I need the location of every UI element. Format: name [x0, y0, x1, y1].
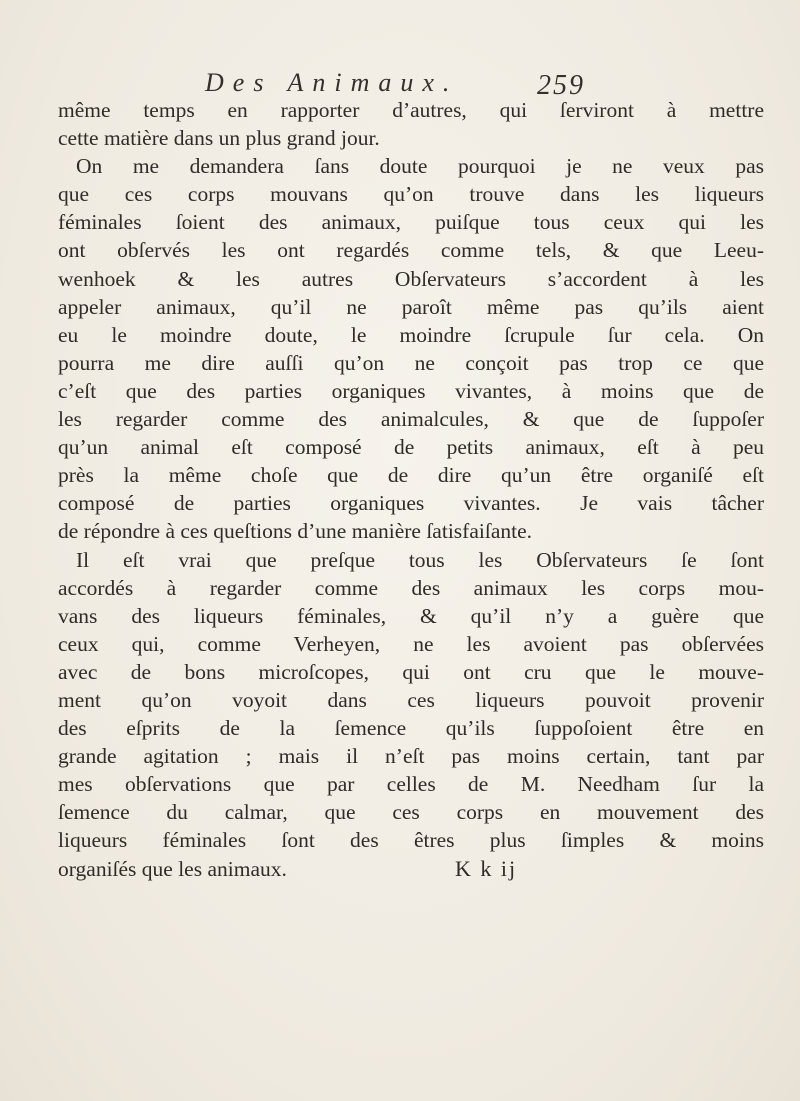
text-line: ſemence du calmar, que ces corps en mouvement des: [58, 800, 764, 825]
text-line: ment qu’on voyoit dans ces liqueurs pouvoit provenir: [58, 687, 764, 712]
text-line: ceux qui, comme Verheyen, ne les avoient pas obſervées: [58, 631, 764, 656]
text-line: eu le moindre doute, le moindre ſcrupule ſur cela. On: [58, 322, 764, 347]
text-line: grande agitation ; mais il n’eſt pas moins certain, tant par: [58, 744, 764, 769]
text-line: organiſés que les animaux.: [58, 856, 287, 881]
text-line: appeler animaux, qu’il ne paroît même pas qu’ils aient: [58, 294, 764, 319]
text-line: même temps en rapporter d’autres, qui ſerviront à mettre: [58, 98, 764, 122]
text-line: mes obſervations que par celles de M. Needham ſur la: [58, 772, 764, 797]
running-title: Des Animaux.: [205, 68, 459, 97]
body-text: [58, 96, 764, 883]
text-line: On me demandera ſans doute pourquoi je ne veux pas: [76, 154, 764, 179]
text-line: accordés à regarder comme des animaux les corps mou-: [58, 575, 764, 600]
text-line: wenhoek & les autres Obſervateurs s’accordent à les: [58, 266, 764, 291]
text-line: c’eſt que des parties organiques vivantes, à moins que de: [58, 378, 764, 403]
text-line: pourra me dire auſſi qu’on ne conçoit pas trop ce que: [58, 350, 764, 375]
text-line: Il eſt vrai que preſque tous les Obſervateurs ſe ſont: [76, 547, 764, 572]
text-line: les regarder comme des animalcules, & que de ſuppoſer: [58, 407, 764, 432]
text-line: de répondre à ces queſtions d’une manière ſatisfaiſante.: [58, 519, 532, 544]
text-line: qu’un animal eſt composé de petits animaux, eſt à peu: [58, 435, 764, 460]
text-line: ont obſervés les ont regardés comme tels, & que Leeu-: [58, 238, 764, 263]
text-line: liqueurs féminales ſont des êtres plus ſimples & moins: [58, 828, 764, 853]
signature-mark: K k ij: [455, 856, 518, 881]
text-line: cette matière dans un plus grand jour.: [58, 126, 380, 151]
text-line: que ces corps mouvans qu’on trouve dans les liqueurs: [58, 182, 764, 207]
page-number: 259: [537, 70, 585, 101]
text-line: composé de parties organiques vivantes. Je vais tâcher: [58, 491, 764, 516]
text-line: près la même choſe que de dire qu’un être organiſé eſt: [58, 463, 764, 488]
text-line: vans des liqueurs féminales, & qu’il n’y a guère que: [58, 603, 764, 628]
text-line: des eſprits de la ſemence qu’ils ſuppoſoient être en: [58, 716, 764, 741]
text-line: avec de bons microſcopes, qui ont cru que le mouve-: [58, 659, 764, 684]
text-line: féminales ſoient des animaux, puiſque tous ceux qui les: [58, 210, 764, 235]
